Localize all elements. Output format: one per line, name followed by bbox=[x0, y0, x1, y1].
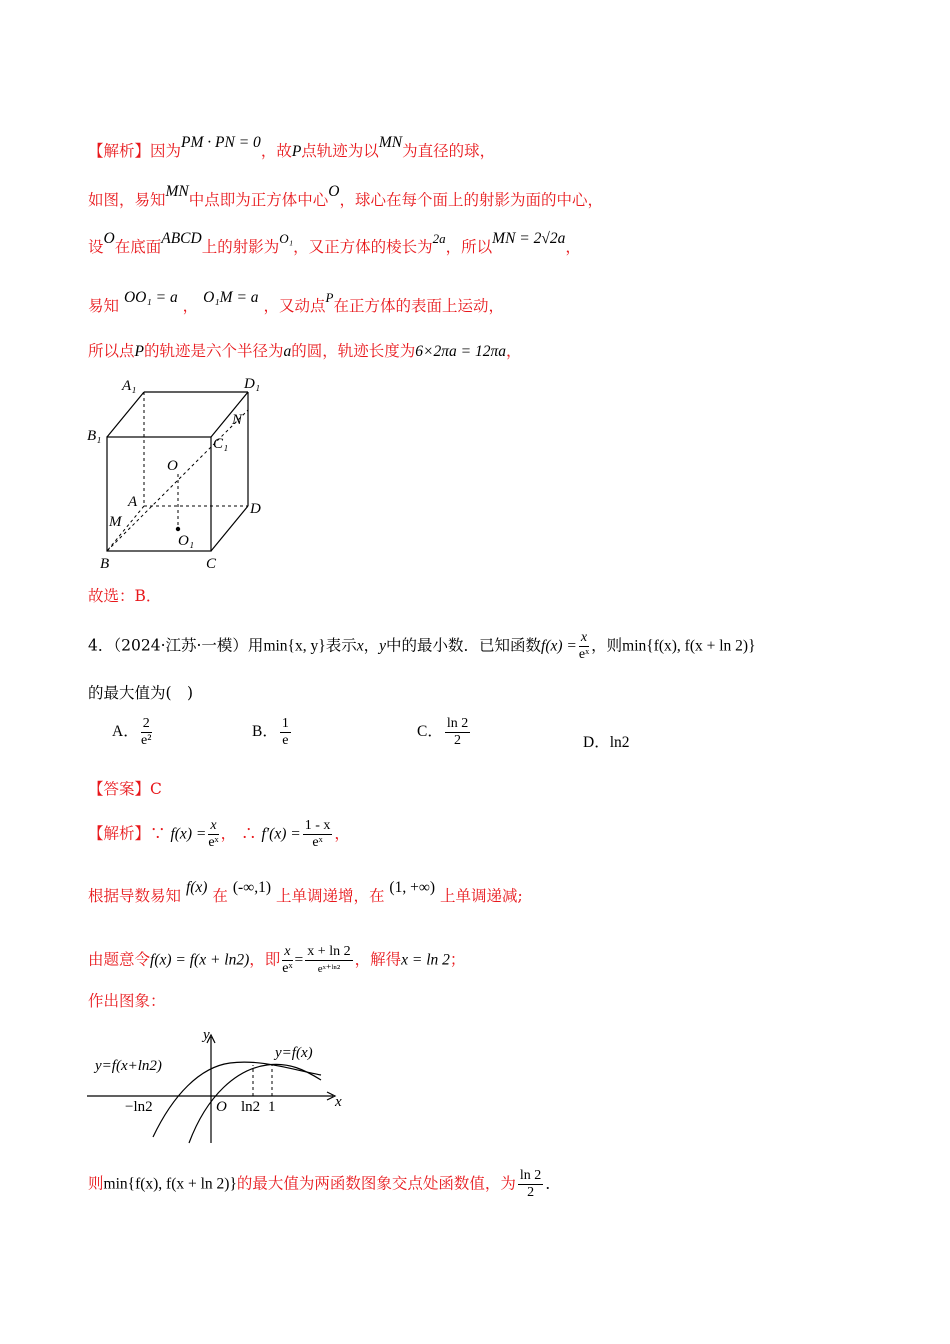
option-a[interactable]: A． $\frac{2}{\text{e²}}$ bbox=[112, 716, 152, 748]
label-b: B bbox=[100, 556, 110, 572]
analysis-line-10: 作出图象： bbox=[88, 992, 166, 1010]
label-m: M bbox=[109, 514, 122, 530]
ln2-label: ln2 bbox=[241, 1099, 261, 1115]
label-d: D bbox=[250, 501, 261, 517]
analysis-line-7: 【解析】∵ f(x) = $\frac{x}{\text{eˣ}}$ ， ∴ f′(x) = $\frac{1 - x}{\text{eˣ}}$ ， bbox=[88, 818, 350, 850]
question-4-line-1: 4．（2024·江苏·一模）用min{x, y}表示x，y中的最小数．已知函数f(x) = $\frac{x}{\text{eˣ}}$ ，则min{f(x), f(x + ln 2)} bbox=[88, 630, 756, 662]
label-c1: C₁ bbox=[213, 436, 229, 452]
function-graph bbox=[85, 1025, 355, 1150]
fx-fraction: $\frac{x}{\text{eˣ}}$ bbox=[578, 630, 590, 662]
y-axis-label: y bbox=[203, 1027, 210, 1043]
mn-length-equation: MN = 2√2a bbox=[492, 230, 566, 247]
curve-f-x-plus-ln2 bbox=[153, 1062, 321, 1137]
question-number: 4． bbox=[88, 636, 114, 655]
analysis-line-8: 根据导数易知 f(x) 在 (-∞,1) 上单调递增，在 (1, +∞) 上单调递减; bbox=[88, 879, 523, 905]
label-n: N bbox=[232, 412, 243, 428]
final-answer-fraction: $\frac{\ln 2}{2}$ bbox=[519, 1168, 542, 1200]
curve1-label: y=f(x+ln2) bbox=[95, 1058, 162, 1074]
analysis-line-5: 所以点P的轨迹是六个半径为a的圆，轨迹长度为6×2πa = 12πa， bbox=[88, 342, 522, 360]
cube-front-face bbox=[107, 437, 211, 551]
label-b1: B₁ bbox=[87, 428, 102, 444]
analysis-line-4: 易知 OO₁ = a ， O₁M = a ，又动点$^P$在正方体的表面上运动， bbox=[88, 289, 504, 315]
analysis-line-2: 如图，易知MN中点即为正方体中心O，球心在每个面上的射影为面的中心， bbox=[88, 183, 603, 209]
analysis-line-11: 则min{f(x), f(x + ln 2)}的最大值为两函数图象交点处函数值，为 $\frac{\ln 2}{2}$ ． bbox=[88, 1168, 561, 1200]
analysis-tag: 【解析】 bbox=[88, 142, 151, 160]
origin-label: O bbox=[216, 1099, 227, 1115]
label-o1: O₁ bbox=[178, 533, 195, 549]
label-o: O bbox=[167, 458, 178, 474]
dot-product-equation: PM · PN = 0 bbox=[181, 134, 261, 151]
trajectory-length: 6×2πa = 12πa bbox=[415, 343, 506, 360]
option-d[interactable]: D．ln2 bbox=[583, 734, 630, 751]
neg-ln2-label: −ln2 bbox=[125, 1099, 153, 1115]
x-axis-label: x bbox=[335, 1094, 342, 1110]
answer-value: C bbox=[150, 780, 162, 798]
solution: x = ln 2 bbox=[401, 951, 450, 969]
analysis-line-3: 设O在底面ABCD上的射影为$^{O_1}$，又正方体的棱长为$^{2a}$，所以MN = 2√2a， bbox=[88, 230, 581, 256]
option-b[interactable]: B． $\frac{1}{e}$ bbox=[252, 716, 289, 748]
label-a: A bbox=[128, 494, 138, 510]
question-4-line-2: 的最大值为( ) bbox=[88, 684, 194, 702]
analysis-line-9: 由题意令f(x) = f(x + ln2)，即 $\frac{x}{\text{eˣ}}$ = $\frac{x + \ln 2}{\text{eˣ⁺ˡⁿ²}}$ ，解得x = ln 2； bbox=[88, 944, 466, 976]
option-c[interactable]: C． $\frac{\ln 2}{2}$ bbox=[417, 716, 469, 748]
answer-choice-line: 故选：B． bbox=[88, 587, 162, 605]
cube-top-edge bbox=[107, 392, 144, 437]
one-label: 1 bbox=[268, 1099, 276, 1115]
label-d1: D₁ bbox=[244, 376, 261, 392]
answer-line bbox=[88, 778, 162, 800]
derivative-fraction: $\frac{1 - x}{\text{eˣ}}$ bbox=[304, 818, 331, 850]
label-c: C bbox=[206, 556, 217, 572]
analysis-line-1: 【解析】因为PM · PN = 0，故P点轨迹为以MN为直径的球， bbox=[88, 134, 496, 160]
label-a1: A₁ bbox=[122, 378, 137, 394]
point-o1 bbox=[176, 527, 180, 531]
answer-tag: 【答案】 bbox=[88, 780, 151, 798]
curve2-label: y=f(x) bbox=[275, 1045, 313, 1061]
cube-diagram bbox=[82, 370, 282, 575]
